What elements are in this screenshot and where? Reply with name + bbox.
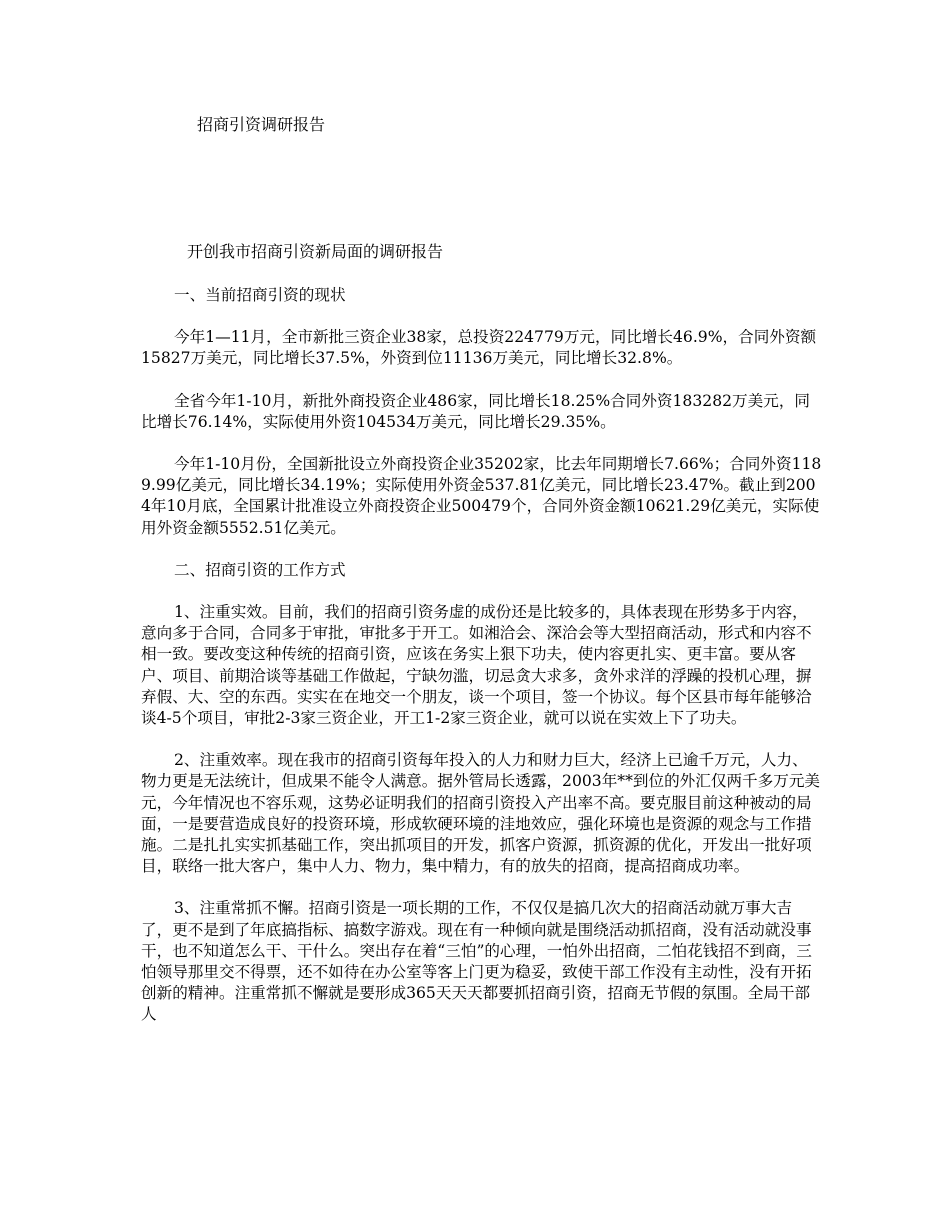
paragraph-focus-persistence: 3、注重常抓不懈。招商引资是一项长期的工作，不仅仅是搞几次大的招商活动就万事大吉了，更不是到了年底搞指标、搞数字游戏。现在有一种倾向就是围绕活动抓招商，没有活动就没事干，也不知道怎么干、干什么。突出存在着“三怕”的心理，一怕外出招商，二怕花钱招不到商，三怕领导那里交不得票，还不如待在办公室等客上门更为稳妥，致使干部工作没有主动性，没有开拓创新的精神。注重常抓不懈就是要形成365天天天都要抓招商引资，招商无节假的氛围。全局干部人 (141, 899, 812, 1024)
section-heading-status: 一、当前招商引资的现状 (174, 286, 346, 304)
paragraph-province-stats: 全省今年1-10月，新批外商投资企业486家，同比增长18.25%合同外资183282万美元，同比增长76.14%，实际使用外资104534万美元，同比增长29.35%。 (141, 391, 811, 431)
paragraph-national-stats: 今年1-10月份，全国新批设立外商投资企业35202家，比去年同期增长7.66%；合同外资1189.99亿美元，同比增长34.19%；实际使用外资金537.81亿美元，同比增长23.47%。截止到2004年10月底，全国累计批准设立外商投资企业500479个，合同外资金额10621.29亿美元，实际使用外资金额5552.51亿美元。 (141, 455, 822, 537)
paragraph-focus-results: 1、注重实效。目前，我们的招商引资务虚的成份还是比较多的，具体表现在形势多于内容，意向多于合同，合同多于审批，审批多于开工。如湘洽会、深洽会等大型招商活动，形式和内容不相一致。要改变这种传统的招商引资，应该在务实上狠下功夫，使内容更扎实、更丰富。要从客户、项目、前期洽谈等基础工作做起，宁缺勿滥，切忌贪大求多，贪外求洋的浮躁的投机心理，摒弃假、大、空的东西。实实在在地交一个朋友，谈一个项目，签一个协议。每个区县市每年能够洽谈4-5个项目，审批2-3家三资企业，开工1-2家三资企业，就可以说在实效上下了功夫。 (141, 603, 812, 728)
report-title: 开创我市招商引资新局面的调研报告 (187, 242, 444, 261)
section-heading-methods: 二、招商引资的工作方式 (174, 560, 346, 579)
paragraph-city-stats: 今年1—11月，全市新批三资企业38家，总投资224779万元，同比增长46.9%，合同外资额15827万美元，同比增长37.5%，外资到位11136万美元，同比增长32.8%。 (141, 328, 817, 368)
document-body (141, 285, 823, 1047)
paragraph-focus-efficiency: 2、注重效率。现在我市的招商引资每年投入的人力和财力巨大，经济上已逾千万元，人力、物力更是无法统计，但成果不能令人满意。据外管局长透露，2003年**到位的外汇仅两千多万元美元，今年情况也不容乐观，这势必证明我们的招商引资投入产出率不高。要克服目前这种被动的局面，一是要营造成良好的投资环境，形成软硬环境的洼地效应，强化环境也是资源的观念与工作措施。二是扎扎实实抓基础工作，突出抓项目的开发，抓客户资源，抓资源的优化，开发出一批好项目，联络一批大客户，集中人力、物力，集中精力，有的放失的招商，提高招商成功率。 (141, 751, 821, 876)
document-title: 招商引资调研报告 (197, 115, 326, 134)
